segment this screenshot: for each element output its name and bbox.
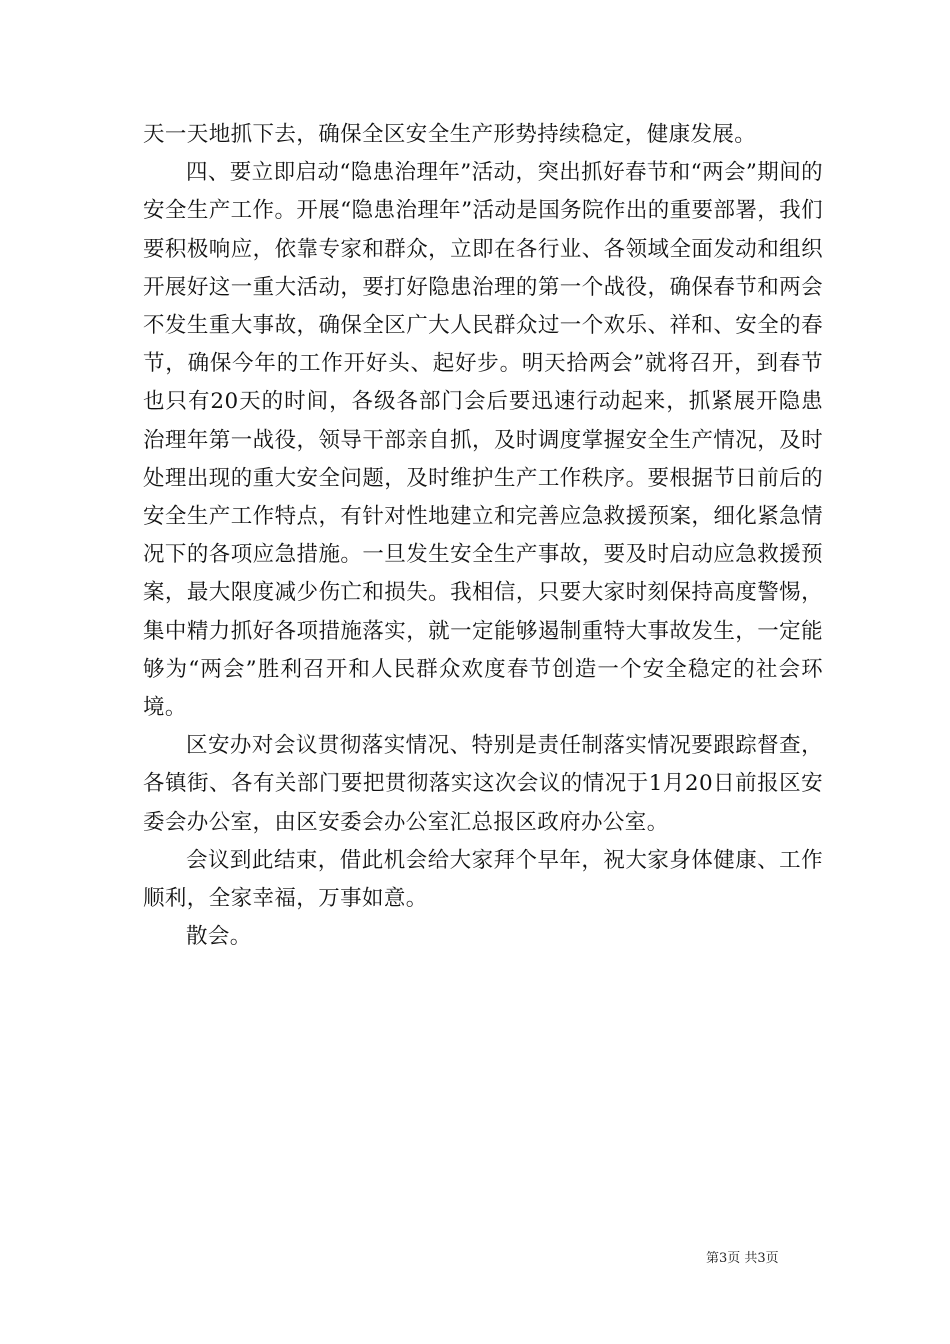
- paragraph-adjourn: 散会。: [186, 924, 252, 950]
- document-body: [143, 116, 823, 956]
- paragraph-supervision: 区安办对会议贯彻落实情况、特别是责任制落实情况要跟踪督查，各镇街、各有关部门要把贯彻落实这次会议的情况于1月20日前报区安委会办公室，由区安委会办公室汇总报区政府办公室。: [143, 733, 823, 835]
- page-number-footer: 第3页 共3页: [706, 1251, 779, 1266]
- paragraph-hidden-danger-campaign: 四、要立即启动“隐患治理年”活动，突出抓好春节和“两会”期间的安全生产工作。开展“隐患治理年”活动是国务院作出的重要部署，我们要积极响应，依靠专家和群众，立即在各行业、各领域全面发动和组织开展好这一重大活动，要打好隐患治理的第一个战役，确保春节和两会不发生重大事故，确保全区广大人民群众过一个欢乐、祥和、安全的春节，确保今年的工作开好头、起好步。明天拾两会”就将召开，到春节也只有20天的时间，各级各部门会后要迅速行动起来，抓紧展开隐患治理年第一战役，领导干部亲自抓，及时调度掌握安全生产情况，及时处理出现的重大安全问题，及时维护生产工作秩序。要根据节日前后的安全生产工作特点，有针对性地建立和完善应急救援预案，细化紧急情况下的各项应急措施。一旦发生安全生产事故，要及时启动应急救援预案，最大限度减少伤亡和损失。我相信，只要大家时刻保持高度警惕，集中精力抓好各项措施落实，就一定能够遏制重特大事故发生，一定能够为“两会”胜利召开和人民群众欢度春节创造一个安全稳定的社会环境。: [143, 160, 823, 721]
- paragraph-closing-remarks: 会议到此结束，借此机会给大家拜个早年，祝大家身体健康、工作顺利，全家幸福，万事如意。: [143, 847, 823, 912]
- paragraph-continuation: 天一天地抓下去，确保全区安全生产形势持续稳定，健康发展。: [143, 122, 757, 147]
